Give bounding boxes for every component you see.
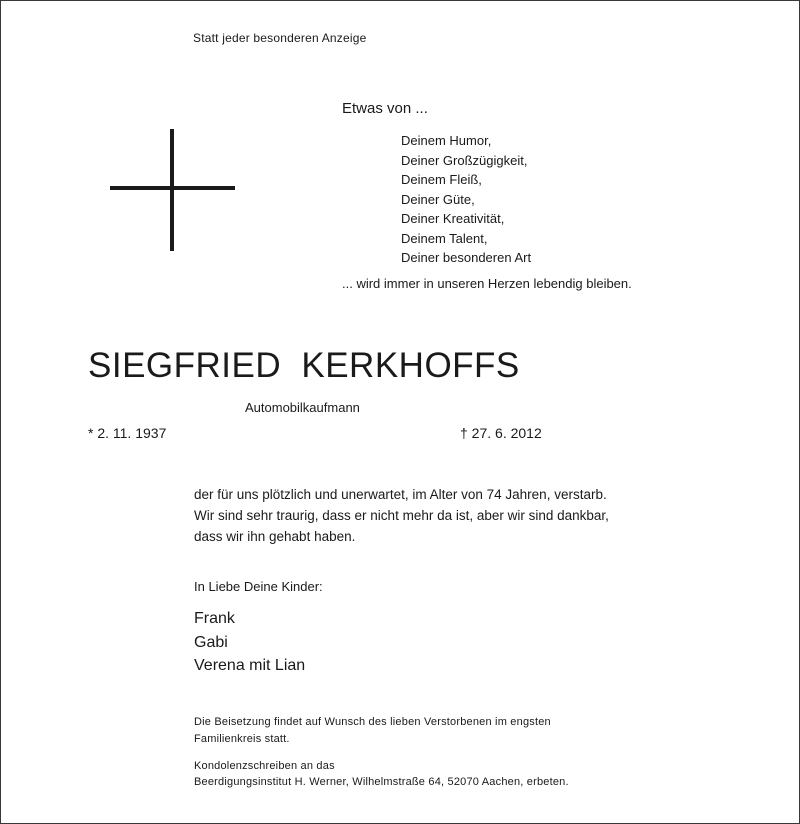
quality-item: Deinem Talent, [401,230,488,246]
quality-item: Deinem Humor, [401,133,492,148]
quality-item: Deiner Güte, [401,191,475,207]
condolence-note [194,758,569,790]
death-date: † 27. 6. 2012 [460,425,542,441]
message-text [194,484,609,547]
cross-horizontal-bar [110,186,235,190]
header-line: Statt jeder besonderen Anzeige [193,31,367,45]
funeral-note-line: Familienkreis statt. [194,733,290,745]
quality-item: Deinem Fleiß, [401,172,482,187]
deceased-name: SIEGFRIED KERKHOFFS [88,346,520,385]
funeral-note [194,714,551,748]
message-line: Wir sind sehr traurig, dass er nicht mehr da ist, aber wir sind dankbar, [194,508,609,523]
message-line: dass wir ihn gehabt haben. [194,529,356,544]
family-intro: In Liebe Deine Kinder: [194,579,323,594]
quality-item: Deiner Kreativität, [401,211,505,226]
family-member: Frank [194,610,235,627]
cross-vertical-bar [170,129,174,251]
quality-item: Deiner besonderen Art [401,250,532,265]
family-member: Verena mit Lian [194,657,306,674]
birth-date: * 2. 11. 1937 [88,425,167,441]
deceased-occupation: Automobilkaufmann [245,400,360,415]
family-member: Gabi [194,633,228,651]
poem-intro: Etwas von ... [342,100,428,117]
message-line: der für uns plötzlich und unerwartet, im Alter von 74 Jahren, verstarb. [194,487,607,502]
family-list [194,607,305,678]
condolence-note-line: Kondolenzschreiben an das [194,760,335,772]
qualities-list [401,131,531,268]
condolence-note-line: Beerdigungsinstitut H. Werner, Wilhelmstraße 64, 52070 Aachen, erbeten. [194,776,569,788]
quality-item: Deiner Großzügigkeit, [401,152,528,168]
funeral-note-line: Die Beisetzung findet auf Wunsch des lieben Verstorbenen im engsten [194,716,551,728]
poem-closing: ... wird immer in unseren Herzen lebendig bleiben. [342,276,632,291]
